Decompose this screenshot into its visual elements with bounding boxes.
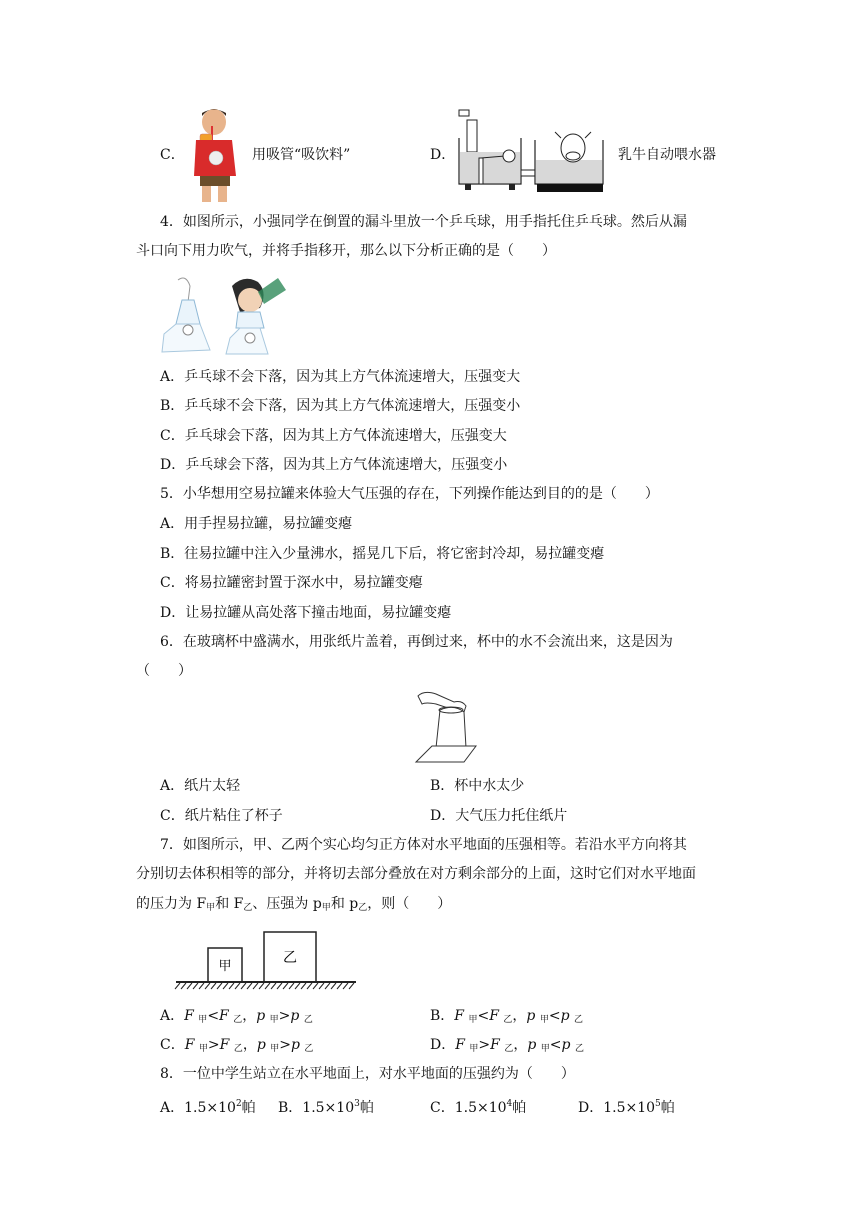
funnel-pingpong-image: [160, 272, 290, 358]
boy-drinking-image: [186, 104, 242, 202]
q7-option-b: B．F $_甲$<F $_乙$，p $_甲$<p $_乙$: [430, 1008, 584, 1025]
cube-jia-label: 甲: [218, 959, 232, 974]
q4-stem-line1: 4．如图所示，小强同学在倒置的漏斗里放一个乒乓球，用手指托住乒乓球。然后从漏: [160, 214, 687, 230]
q5-option-a: A．用手捏易拉罐，易拉罐变瘪: [160, 516, 353, 532]
q8-option-d: D．$1.5\times 10^5$帕: [578, 1099, 675, 1116]
cubes-on-ground-diagram: [176, 930, 360, 992]
q7-stem-line2: 分别切去体积相等的部分，并将切去部分叠放在对方剩余部分的上面，这时它们对水平地面: [136, 866, 696, 882]
q7-option-c: C．F $_甲$>F $_乙$，p $_甲$>p $_乙$: [160, 1037, 314, 1054]
q8-option-a: A．$1.5\times 10^2$帕: [160, 1099, 256, 1116]
q7-stem-line3: 的压力为 $F_甲$和 $F_乙$、压强为 $p_甲$和 $p_乙$，则（ ）: [136, 896, 452, 913]
q3-option-d-text: 乳牛自动喂水器: [618, 147, 716, 163]
q7-option-d: D．F $_甲$>F $_乙$，p $_甲$<p $_乙$: [430, 1037, 584, 1054]
q4-option-d: D．乒乓球会下落，因为其上方气体流速增大，压强变小: [160, 457, 508, 473]
q8-stem: 8．一位中学生站立在水平地面上，对水平地面的压强约为（ ）: [160, 1066, 575, 1082]
q3-option-d-letter: D．: [430, 147, 456, 163]
q4-option-a: A．乒乓球不会下落，因为其上方气体流速增大，压强变大: [160, 369, 521, 385]
q6-stem-line2: （ ）: [136, 663, 192, 679]
inverted-cup-image: [414, 688, 478, 768]
q3-option-c-letter: C．: [160, 147, 185, 163]
q5-option-d: D．让易拉罐从高处落下撞击地面，易拉罐变瘪: [160, 605, 452, 621]
q8-option-b: B．$1.5\times 10^3$帕: [278, 1099, 374, 1116]
q4-option-c: C．乒乓球会下落，因为其上方气体流速增大，压强变大: [160, 428, 507, 444]
q6-option-c: C．纸片粘住了杯子: [160, 808, 283, 824]
q5-option-b: B．往易拉罐中注入少量沸水，摇晃几下后，将它密封冷却，易拉罐变瘪: [160, 546, 605, 562]
q6-option-a: A．纸片太轻: [160, 778, 241, 794]
q5-option-c: C．将易拉罐密封置于深水中，易拉罐变瘪: [160, 575, 423, 591]
q3-option-c-text: 用吸管“吸饮料”: [252, 147, 351, 163]
q5-stem: 5．小华想用空易拉罐来体验大气压强的存在，下列操作能达到目的的是（ ）: [160, 486, 659, 502]
q7-stem-line1: 7．如图所示，甲、乙两个实心均匀正方体对水平地面的压强相等。若沿水平方向将其: [160, 837, 687, 853]
q6-option-b: B．杯中水太少: [430, 778, 525, 794]
q7-option-a: A．F $_甲$<F $_乙$，p $_甲$>p $_乙$: [160, 1008, 313, 1025]
q4-stem-line2: 斗口向下用力吹气，并将手指移开，那么以下分析正确的是（ ）: [136, 243, 556, 259]
q6-stem-line1: 6．在玻璃杯中盛满水，用张纸片盖着，再倒过来，杯中的水不会流出来，这是因为: [160, 634, 673, 650]
q6-option-d: D．大气压力托住纸片: [430, 808, 568, 824]
ground-hatching: [175, 983, 354, 989]
cow-water-feeder-image: [455, 108, 605, 196]
q8-option-c: C．$1.5\times 10^4$帕: [430, 1099, 527, 1116]
cube-yi-label: 乙: [283, 950, 297, 966]
q4-option-b: B．乒乓球不会下落，因为其上方气体流速增大，压强变小: [160, 398, 521, 414]
